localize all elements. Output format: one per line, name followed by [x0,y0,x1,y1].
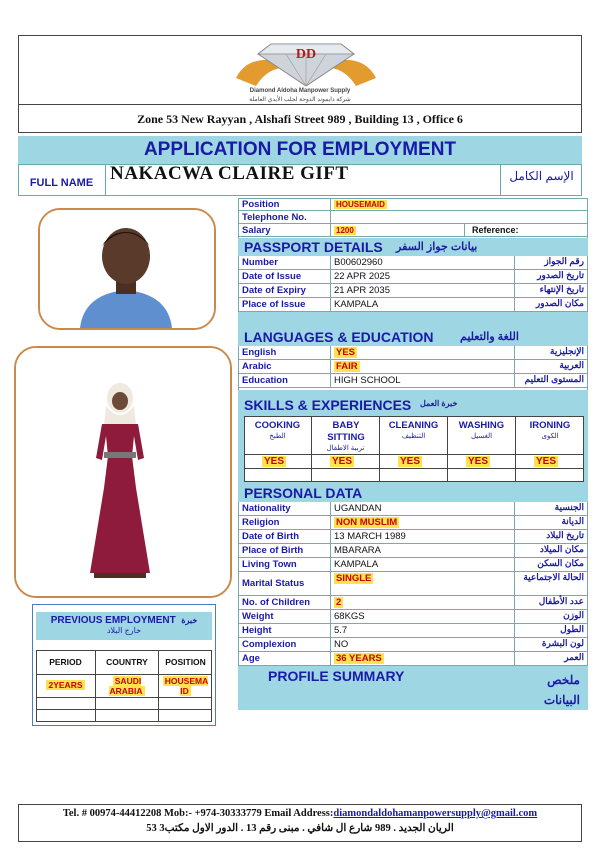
living-town-value: KAMPALA [334,559,379,570]
education-label: Education [242,375,288,386]
personal-row [238,502,588,516]
nationality-label: Nationality [242,503,291,514]
expiry-date-label: Date of Expiry [242,285,306,296]
profile-summary-section [238,666,588,710]
languages-title: LANGUAGES & EDUCATION [244,329,434,345]
birth-place-label: Place of Birth [242,545,304,556]
brand-name-en: Diamond Aldoha Manpower Supply [249,88,351,94]
position-label: Position [242,199,280,210]
personal-row [238,596,588,610]
nationality-value: UGANDAN [334,503,382,514]
full-body-photo [14,346,232,598]
english-label-ar: الإنجليزية [550,346,584,356]
brand-name-ar: شركة دايموند الدوحة لجلب الأيدي العاملة [249,97,351,103]
personal-row [238,652,588,666]
page-title: APPLICATION FOR EMPLOYMENT [18,136,582,164]
personal-title: PERSONAL DATA [244,485,363,501]
language-row [238,374,588,388]
svg-text:DD: DD [295,47,317,62]
position-value: HOUSEMAID [336,200,385,209]
height-label-ar: الطول [560,624,584,634]
issue-place-value: KAMPALA [334,299,379,310]
skill-name-ar: الكوى [541,433,559,440]
living-town-label: Living Town [242,559,297,570]
previous-employment-title: PREVIOUS EMPLOYMENT خبرة [50,615,198,626]
salary-value: 1200 [336,226,354,235]
footer-contact-text: Tel. # 00974-44412208 Mob:- +974-30333779 Email Address: [62,808,334,819]
table-cell: 2YEARS [48,680,83,690]
issue-date-label: Date of Issue [242,271,302,282]
arabic-label-ar: العربية [559,360,584,370]
skill-value: YES [468,456,489,467]
issue-date-value: 22 APR 2025 [334,271,390,282]
skill-value: YES [536,456,557,467]
marital-status-value: SINGLE [336,573,372,584]
religion-label: Religion [242,517,280,528]
language-row [238,346,588,360]
age-value: 36 YEARS [336,653,382,664]
personal-row [238,572,588,596]
living-town-label-ar: مكان السكن [537,558,584,568]
passport-row [238,256,588,270]
passport-title: PASSPORT DETAILS [244,239,383,255]
profile-summary-title: PROFILE SUMMARY [268,668,405,684]
personal-row [238,544,588,558]
issue-place-label: Place of Issue [242,299,306,310]
skill-baby-sitting [312,416,380,482]
company-address: Zone 53 New Rayyan , Alshafi Street 989 , Building 13 , Office 6 [18,104,582,132]
salary-row [238,224,588,237]
company-logo [226,38,386,104]
previous-employment-title-ar: خارج البلاد [106,626,142,635]
portrait-photo [38,208,216,330]
personal-section-header [238,484,588,502]
education-label-ar: المستوى التعليم [524,374,584,384]
passport-title-ar: بيانات جواز السفر [396,241,478,253]
skill-cleaning [380,416,448,482]
skill-cooking [244,416,312,482]
marital-status-label-ar: الحالة الاجتماعية [523,572,584,582]
skill-name: IRONING [529,420,571,431]
weight-label-ar: الوزن [563,610,584,620]
passport-number-label-ar: رقم الجواز [544,256,584,266]
personal-row [238,610,588,624]
age-label-ar: العمر [564,652,584,662]
position-row [238,198,588,211]
personal-row [238,558,588,572]
skills-title-ar: خبرة العمل [420,399,458,408]
children-label: No. of Children [242,597,311,608]
column-header: PERIOD [49,657,82,667]
passport-section-header [238,238,588,256]
telephone-label: Telephone No. [242,212,307,223]
issue-date-label-ar: تاريخ الصدور [537,270,584,280]
skills-title: SKILLS & EXPERIENCES [244,397,412,413]
profile-summary-title-ar: ملخص البيانات [543,673,580,707]
skills-divider [244,454,584,455]
skill-value: YES [332,456,353,467]
english-label: English [242,347,277,358]
personal-row [238,516,588,530]
skill-ironing [516,416,584,482]
salary-label: Salary [242,225,271,236]
skill-name: BABY SITTING [327,420,365,443]
full-name-label-ar: الإسم الكامل [500,164,582,196]
expiry-date-value: 21 APR 2035 [334,285,390,296]
full-name-label: FULL NAME [18,164,106,196]
education-value: HIGH SCHOOL [334,375,401,386]
passport-number-value: B00602960 [334,257,383,268]
languages-section-header [238,312,588,346]
age-label: Age [242,653,260,664]
children-label-ar: عدد الأطفال [538,596,584,606]
skill-name-ar: الغسيل [470,433,493,440]
birth-place-label-ar: مكان الميلاد [539,544,584,554]
complexion-label: Complexion [242,639,297,650]
arabic-label: Arabic [242,361,272,372]
footer-address-ar: 53 الريان الجديد . 989 شارع ال شافي . مبنى رقم 13 . الدور الاول مكتب3 [146,823,454,834]
issue-place-label-ar: مكان الصدور [535,298,584,308]
passport-row [238,270,588,284]
arabic-value: FAIR [336,361,358,372]
passport-row [238,298,588,312]
skill-name: WASHING [458,420,505,431]
religion-value: NON MUSLIM [336,517,398,528]
birth-date-label-ar: تاريخ البلاد [546,530,584,540]
footer-contact-line [18,808,582,819]
personal-row [238,530,588,544]
weight-label: Weight [242,611,274,622]
table-cell: HOUSEMA ID [164,676,209,696]
language-row [238,360,588,374]
full-name-value: NAKACWA CLAIRE GIFT [110,163,349,184]
table-cell: SAUDI ARABIA [109,676,143,696]
complexion-value: NO [334,639,349,650]
telephone-row [238,211,588,224]
birth-date-label: Date of Birth [242,531,299,542]
skill-name-ar: الطبخ [269,433,286,440]
expiry-date-label-ar: تاريخ الإنتهاء [539,284,584,294]
column-header: POSITION [165,657,206,667]
skill-name-ar: التنظيف [401,433,426,440]
height-label: Height [242,625,272,636]
birth-place-value: MBARARA [334,545,381,556]
skill-name: CLEANING [388,420,439,431]
passport-row [238,284,588,298]
column-header: COUNTRY [106,657,148,667]
reference-label: Reference: [472,225,519,235]
nationality-label-ar: الجنسية [554,502,584,512]
complexion-label-ar: لون البشرة [541,638,584,648]
height-value: 5.7 [334,625,348,636]
skill-value: YES [264,456,285,467]
skill-washing [448,416,516,482]
religion-label-ar: الديانة [561,516,584,526]
english-value: YES [336,347,356,358]
birth-date-value: 13 MARCH 1989 [334,531,406,542]
personal-row [238,624,588,638]
personal-row [238,638,588,652]
weight-value: 68KGS [334,611,365,622]
children-value: 2 [336,597,342,608]
footer-email-link[interactable]: diamondaldohamanpowersupply@gmail.com [333,808,538,819]
skill-name-ar: تربية الاطفال [326,445,365,452]
passport-number-label: Number [242,257,278,268]
languages-title-ar: اللغة والتعليم [460,331,519,343]
previous-employment-header [36,612,212,640]
marital-status-label: Marital Status [242,578,305,589]
skills-divider [244,468,584,469]
skill-name: COOKING [254,420,301,431]
skill-value: YES [400,456,421,467]
